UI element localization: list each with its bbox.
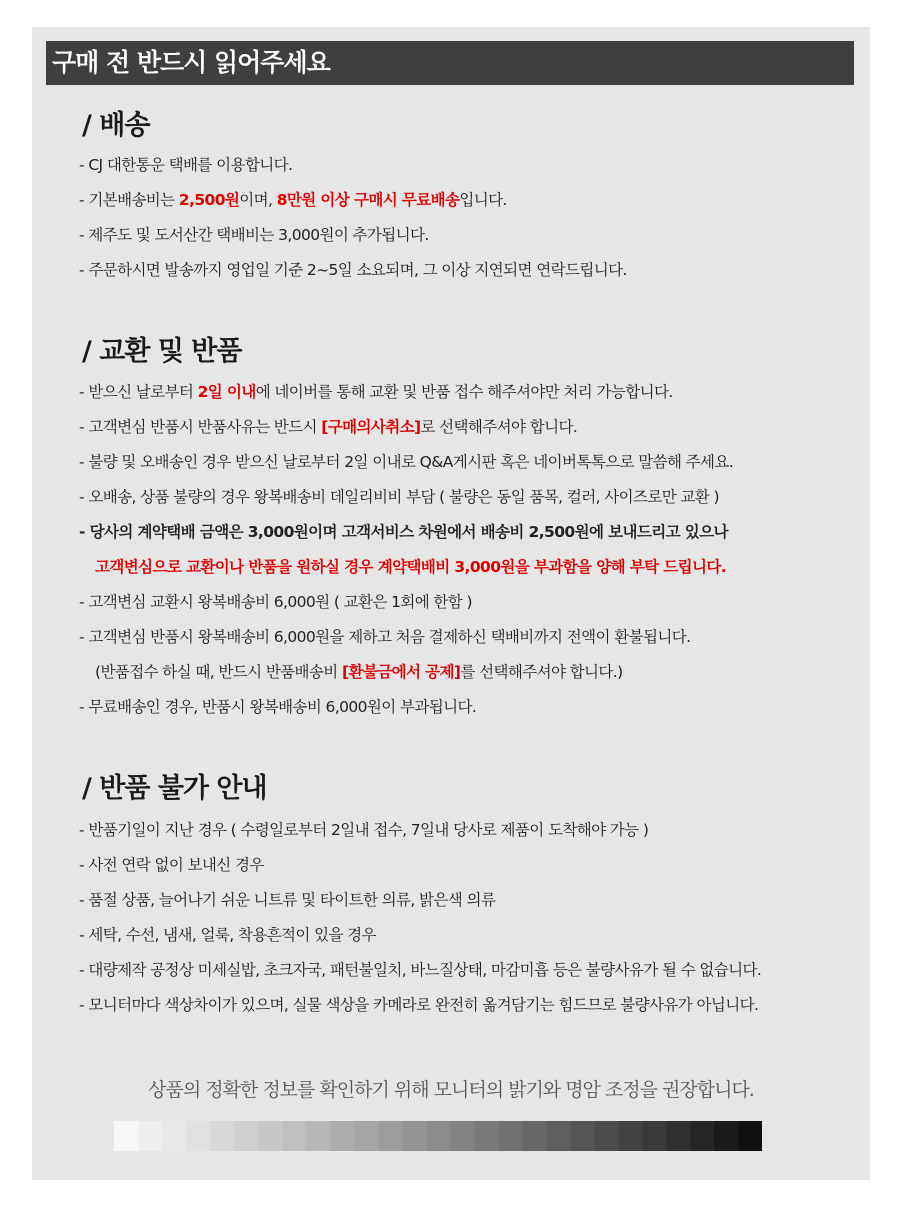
item-text: - 세탁, 수선, 냄새, 얼룩, 착용흔적이 있을 경우 (79, 926, 376, 944)
list-item (79, 855, 264, 875)
item-text: - 당사의 계약택배 금액은 3,000원이며 고객서비스 차원에서 배송비 2,500원에 보내드리고 있으나 (79, 523, 728, 541)
item-text: - 고객변심 반품시 반품사유는 반드시 (79, 418, 322, 436)
list-item (79, 697, 476, 717)
gray-swatch (234, 1121, 258, 1151)
highlight-text: 고객변심으로 교환이나 반품을 원하실 경우 계약택배비 3,000원을 부과함을 양해 부탁 드립니다. (95, 558, 727, 576)
item-text: - 주문하시면 발송까지 영업일 기준 2~5일 소요되며, 그 이상 지연되면 연락드립니다. (79, 261, 627, 279)
list-item (79, 382, 673, 402)
gray-swatch (258, 1121, 282, 1151)
item-text: (반품접수 하실 때, 반드시 반품배송비 (95, 663, 343, 681)
list-item (79, 890, 495, 910)
highlight-text: 2,500원 (178, 191, 240, 209)
gray-swatch (618, 1121, 642, 1151)
list-item (79, 225, 429, 245)
list-item (95, 557, 726, 577)
shipping-title: / 배송 (82, 110, 150, 141)
page-title: 구매 전 반드시 읽어주세요 (46, 41, 854, 85)
item-text: 이며, (239, 191, 277, 209)
no-return-title: / 반품 불가 안내 (82, 773, 267, 804)
list-item (79, 592, 472, 612)
gray-swatch (546, 1121, 570, 1151)
item-text: - CJ 대한통운 택배를 이용합니다. (79, 156, 293, 174)
gray-swatch (714, 1121, 738, 1151)
list-item (79, 820, 648, 840)
highlight-text: [구매의사취소] (321, 418, 421, 436)
highlight-text: [환불금에서 공제] (342, 663, 461, 681)
gray-swatch (498, 1121, 522, 1151)
list-item (79, 452, 733, 472)
item-text: 에 네이버를 통해 교환 및 반품 접수 해주셔야만 처리 가능합니다. (255, 383, 673, 401)
gray-swatch (378, 1121, 402, 1151)
list-item (79, 925, 376, 945)
list-item (79, 190, 507, 210)
notice-panel (32, 27, 870, 1180)
monitor-notice: 상품의 정확한 정보를 확인하기 위해 모니터의 밝기와 명암 조정을 권장합니다. (148, 1079, 754, 1101)
list-item (79, 260, 627, 280)
gray-swatch (282, 1121, 306, 1151)
gray-swatch (642, 1121, 666, 1151)
grayscale-bar (114, 1121, 762, 1151)
list-item (79, 417, 577, 437)
highlight-text: 2일 이내 (197, 383, 256, 401)
highlight-text: 8만원 이상 구매시 무료배송 (276, 191, 460, 209)
item-text: 입니다. (459, 191, 507, 209)
item-text: - 사전 연락 없이 보내신 경우 (79, 856, 264, 874)
gray-swatch (594, 1121, 618, 1151)
item-text: 로 선택해주셔야 합니다. (420, 418, 578, 436)
gray-swatch (738, 1121, 762, 1151)
gray-swatch (690, 1121, 714, 1151)
item-text: - 받으신 날로부터 (79, 383, 198, 401)
gray-swatch (354, 1121, 378, 1151)
list-item (79, 960, 761, 980)
gray-swatch (570, 1121, 594, 1151)
list-item (79, 995, 758, 1015)
gray-swatch (474, 1121, 498, 1151)
gray-swatch (210, 1121, 234, 1151)
list-item (79, 155, 292, 175)
item-text: - 오배송, 상품 불량의 경우 왕복배송비 데일리비비 부담 ( 불량은 동일 품목, 컬러, 사이즈로만 교환 ) (79, 488, 719, 506)
list-item (79, 522, 728, 542)
gray-swatch (186, 1121, 210, 1151)
item-text: - 무료배송인 경우, 반품시 왕복배송비 6,000원이 부과됩니다. (79, 698, 477, 716)
gray-swatch (426, 1121, 450, 1151)
gray-swatch (450, 1121, 474, 1151)
list-item (79, 627, 690, 647)
item-text: - 불량 및 오배송인 경우 받으신 날로부터 2일 이내로 Q&A게시판 혹은 네이버톡톡으로 말씀해 주세요. (79, 453, 734, 471)
item-text: 를 선택해주셔야 합니다.) (460, 663, 623, 681)
list-item (79, 487, 719, 507)
gray-swatch (402, 1121, 426, 1151)
gray-swatch (330, 1121, 354, 1151)
list-item (95, 662, 623, 682)
gray-swatch (114, 1121, 138, 1151)
item-text: - 고객변심 교환시 왕복배송비 6,000원 ( 교환은 1회에 한함 ) (79, 593, 472, 611)
returns-title: / 교환 및 반품 (82, 336, 242, 367)
item-text: - 제주도 및 도서산간 택배비는 3,000원이 추가됩니다. (79, 226, 429, 244)
gray-swatch (666, 1121, 690, 1151)
gray-swatch (306, 1121, 330, 1151)
item-text: - 기본배송비는 (79, 191, 179, 209)
item-text: - 모니터마다 색상차이가 있으며, 실물 색상을 카메라로 완전히 옮겨담기는 힘드므로 불량사유가 아닙니다. (79, 996, 759, 1014)
item-text: - 반품기일이 지난 경우 ( 수령일로부터 2일내 접수, 7일내 당사로 제품이 도착해야 가능 ) (79, 821, 649, 839)
gray-swatch (138, 1121, 162, 1151)
gray-swatch (162, 1121, 186, 1151)
item-text: - 대량제작 공정상 미세실밥, 초크자국, 패턴불일치, 바느질상태, 마감미흡 등은 불량사유가 될 수 없습니다. (79, 961, 762, 979)
gray-swatch (522, 1121, 546, 1151)
item-text: - 품절 상품, 늘어나기 쉬운 니트류 및 타이트한 의류, 밝은색 의류 (79, 891, 496, 909)
item-text: - 고객변심 반품시 왕복배송비 6,000원을 제하고 처음 결제하신 택배비까지 전액이 환불됩니다. (79, 628, 691, 646)
